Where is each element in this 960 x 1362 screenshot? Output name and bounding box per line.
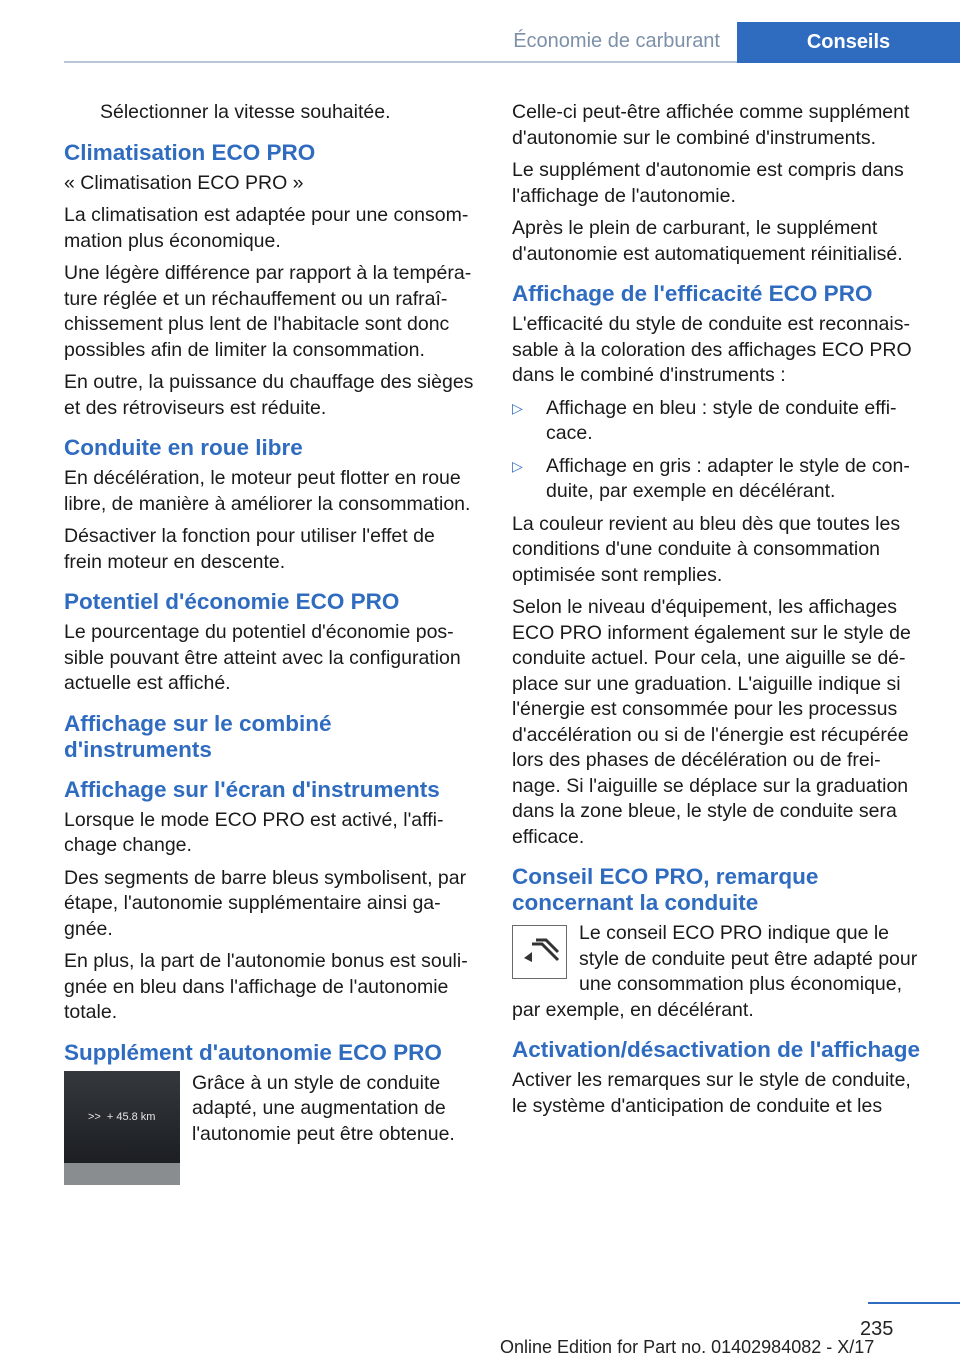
efficiency-paragraph-2: La couleur revient au bleu dès que toutes les conditions d'une conduite à consommation optimisée sont remplies. <box>512 512 901 586</box>
triangle-bullet-icon: ▷ <box>512 399 523 416</box>
triangle-bullet-icon: ▷ <box>512 457 523 474</box>
page-number: 235 <box>860 1318 894 1340</box>
heading-roue-libre: Conduite en roue libre <box>64 435 303 460</box>
clim-paragraph-2: La climatisation est adaptée pour une consom‐mation plus économique. <box>64 204 469 252</box>
coast-paragraph-2: Désactiver la fonction pour utiliser l'effet de frein moteur en descente. <box>64 525 435 573</box>
range-display-image <box>64 1071 180 1185</box>
range-display-text: + 45.8 km <box>106 1110 156 1123</box>
coast-paragraph-1: En décélération, le moteur peut flotter en roue libre, de manière à améliorer la consommation. <box>64 467 471 515</box>
clim-paragraph-1: « Climatisation ECO PRO » <box>64 171 304 194</box>
bonus-figure-row <box>64 1071 478 1185</box>
bullet-item-bleu <box>512 396 926 447</box>
heading-potentiel: Potentiel d'économie ECO PRO <box>64 589 400 614</box>
bullet-item-gris <box>512 454 926 505</box>
range-display-readout <box>88 1105 155 1131</box>
efficiency-paragraph-3: Selon le niveau d'équipement, les affichages ECO PRO informent également sur le style de conduite actuel. Pour cela, une aiguille se dé‐place sur une graduation. L'aiguille indique si l'énergie est consommée pour les processus d'accélération ou si de l'énergie est récupérée lors des phases de décélération ou de frei‐nage. Si l'aiguille se déplace sur la graduation dans la zone bleue, le style de conduite sera efficace. <box>512 596 911 848</box>
footer-rule <box>868 1302 960 1304</box>
tip-block <box>512 921 926 1023</box>
heading-affichage-ecran: Affichage sur l'écran d'instruments <box>64 776 440 802</box>
potential-paragraph: Le pourcentage du potentiel d'économie pos‐sible pouvant être atteint avec la configuration actuelle est affiché. <box>64 621 461 694</box>
range-display-bar <box>64 1163 180 1185</box>
bullet-text: Affichage en gris : adapter le style de con‐duite, par exemple en décélérant. <box>546 454 910 502</box>
activation-paragraph: Activer les remarques sur le style de conduite, le système d'anticipation de conduite et les <box>512 1069 911 1117</box>
heading-activation: Activation/désactivation de l'affichage <box>512 1037 920 1062</box>
heading-climatisation: Climatisation ECO PRO <box>64 139 316 165</box>
bonus-paragraph: Grâce à un style de conduite adapté, une augmentation de l'autonomie peut être obtenue. <box>192 1071 455 1145</box>
heading-efficacite: Affichage de l'efficacité ECO PRO <box>512 281 873 306</box>
screen-paragraph-2: Des segments de barre bleus symbolisent, par étape, l'autonomie supplémentaire ainsi ga‐gnée. <box>64 866 467 940</box>
screen-paragraph-3: En plus, la part de l'autonomie bonus est souli‐gnée en bleu dans l'affichage de l'autonomie totale. <box>64 950 468 1023</box>
edition-footer: Online Edition for Part no. 01402984082 - X/17 <box>500 1337 875 1357</box>
right-paragraph-3: Après le plein de carburant, le supplément d'autonomie est automatiquement réinitialisé. <box>512 217 903 265</box>
header-tab-conseils[interactable]: Conseils <box>737 22 960 63</box>
right-paragraph-1: Celle-ci peut-être affichée comme supplément d'autonomie sur le combiné d'instruments. <box>512 101 910 149</box>
clim-paragraph-4: En outre, la puissance du chauffage des sièges et des rétroviseurs est réduite. <box>64 371 474 419</box>
header-section-title: Économie de carburant <box>513 30 720 52</box>
efficiency-paragraph-1: L'efficacité du style de conduite est reconnais‐sable à la coloration des affichages ECO PRO dans le combiné d'instruments : <box>512 313 912 386</box>
double-chevron-icon: >> <box>88 1110 101 1123</box>
heading-conseil: Conseil ECO PRO, remarque concernant la conduite <box>512 864 819 915</box>
heading-affichage-combine: Affichage sur le combiné d'instruments <box>64 710 332 762</box>
heading-supplement-autonomie: Supplément d'autonomie ECO PRO <box>64 1039 442 1065</box>
left-column <box>64 100 478 1185</box>
clim-paragraph-3: Une légère différence par rapport à la tempéra‐ture réglée et un réchauffement ou un rafraî‐chissement plus lent de l'habitacle sont donc possibles afin de limiter la consommation. <box>64 262 472 361</box>
screen-paragraph-1: Lorsque le mode ECO PRO est activé, l'affi‐chage change. <box>64 808 444 856</box>
right-paragraph-2: Le supplément d'autonomie est compris dans l'affichage de l'autonomie. <box>512 159 904 207</box>
bullet-text: Affichage en bleu : style de conduite effi‐cace. <box>546 396 897 444</box>
tip-paragraph: Le conseil ECO PRO indique que le style de conduite peut être adapté pour une consommation plus économique, par exemple, en décélérant. <box>512 922 918 1021</box>
hand-pointer-icon <box>512 925 567 979</box>
intro-step: Sélectionner la vitesse souhaitée. <box>100 101 391 123</box>
right-column <box>512 100 926 1126</box>
